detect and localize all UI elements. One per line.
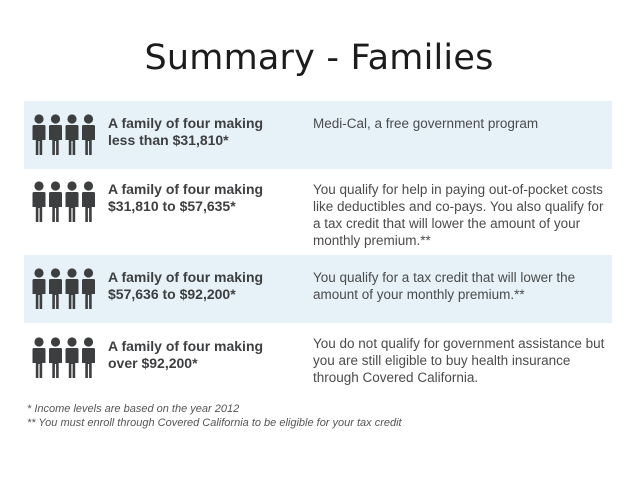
person-head-icon	[51, 181, 60, 190]
income-range	[108, 181, 298, 215]
income-range	[108, 269, 298, 303]
family-pictogram	[32, 181, 98, 223]
person-body-icon	[33, 125, 46, 155]
row-description: You qualify for help in paying out-of-pocket costs like deductibles and co-pays. You also qualify for a tax credit that will lower the amount of your monthly premium.**	[313, 182, 604, 248]
person-head-icon	[51, 114, 60, 123]
person-body-icon	[49, 192, 62, 222]
row-description: You do not qualify for government assistance but you are still eligible to buy health insurance through Covered California.	[313, 336, 605, 385]
person-body-icon	[33, 192, 46, 222]
slide-title: Summary - Families	[144, 38, 494, 78]
person-head-icon	[84, 337, 93, 346]
income-range	[108, 115, 298, 149]
person-body-icon	[82, 125, 95, 155]
person-body-icon	[82, 279, 95, 309]
person-body-icon	[66, 192, 79, 222]
person-head-icon	[34, 114, 43, 123]
income-line2: $31,810 to $57,635*	[108, 198, 236, 214]
person-head-icon	[51, 268, 60, 277]
person-body-icon	[82, 348, 95, 378]
income-line1: A family of four making	[108, 181, 264, 197]
family-icon	[32, 181, 98, 223]
table-row	[24, 255, 612, 325]
person-head-icon	[34, 268, 43, 277]
family-pictogram	[32, 114, 98, 156]
person-body-icon	[66, 125, 79, 155]
footnotes	[27, 402, 607, 430]
income-line2: less than $31,810*	[108, 132, 229, 148]
row-description: Medi-Cal, a free government program	[313, 116, 539, 131]
table-row	[24, 171, 612, 255]
row-description: You qualify for a tax credit that will lower the amount of your monthly premium.**	[313, 270, 576, 302]
table-row	[24, 101, 612, 171]
person-head-icon	[34, 337, 43, 346]
person-head-icon	[67, 268, 76, 277]
income-line1: A family of four making	[108, 115, 264, 131]
person-body-icon	[66, 279, 79, 309]
person-body-icon	[33, 348, 46, 378]
person-head-icon	[67, 181, 76, 190]
person-head-icon	[84, 181, 93, 190]
person-head-icon	[34, 181, 43, 190]
income-line1: A family of four making	[108, 269, 264, 285]
person-head-icon	[67, 337, 76, 346]
income-line1: A family of four making	[108, 338, 264, 354]
person-head-icon	[84, 114, 93, 123]
person-body-icon	[49, 125, 62, 155]
footnote: ** You must enroll through Covered California to be eligible for your tax credit	[27, 417, 402, 429]
income-line2: $57,636 to $92,200*	[108, 286, 236, 302]
income-table	[24, 101, 612, 391]
person-body-icon	[49, 348, 62, 378]
family-pictogram	[32, 337, 98, 379]
person-head-icon	[67, 114, 76, 123]
person-body-icon	[33, 279, 46, 309]
family-icon	[32, 268, 98, 310]
family-icon	[32, 114, 98, 156]
person-head-icon	[84, 268, 93, 277]
footnote: * Income levels are based on the year 2012	[27, 403, 240, 415]
person-head-icon	[51, 337, 60, 346]
family-icon	[32, 337, 98, 379]
person-body-icon	[49, 279, 62, 309]
family-pictogram	[32, 268, 98, 310]
table-row	[24, 325, 612, 391]
person-body-icon	[66, 348, 79, 378]
income-range	[108, 338, 298, 372]
person-body-icon	[82, 192, 95, 222]
income-line2: over $92,200*	[108, 355, 198, 371]
